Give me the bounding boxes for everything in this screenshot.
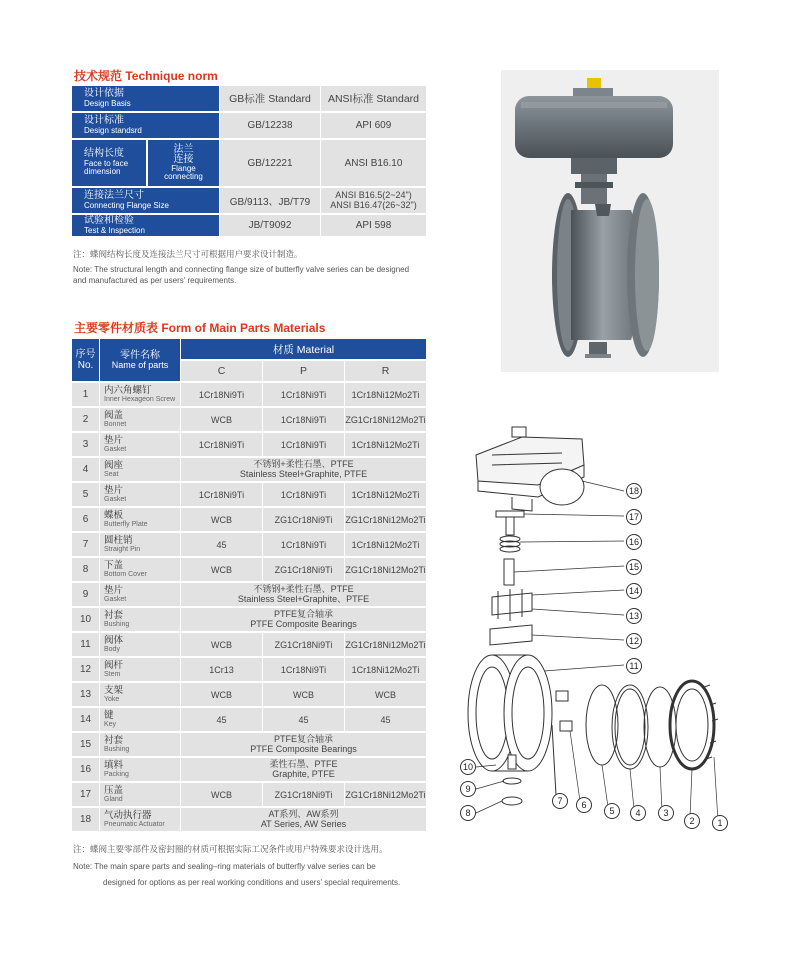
svg-text:6: 6 bbox=[581, 800, 587, 811]
part-material-r: 1Cr18Ni12Mo2Ti bbox=[345, 483, 427, 508]
tech-header-ansi: ANSI标准 Standard bbox=[321, 86, 427, 113]
parts-row bbox=[72, 783, 427, 808]
callout-13 bbox=[627, 609, 642, 624]
part-material-r: 1Cr18Ni12Mo2Ti bbox=[345, 433, 427, 458]
valve-body-drawing bbox=[468, 655, 572, 795]
part-material-p: ZG1Cr18Ni9Ti bbox=[263, 633, 345, 658]
svg-text:15: 15 bbox=[628, 562, 640, 573]
tech-note-cn: 注：蝶阀结构长度及连接法兰尺寸可根据用户要求设计制造。 bbox=[73, 249, 303, 259]
svg-text:2: 2 bbox=[689, 816, 695, 827]
callout-9 bbox=[461, 782, 476, 797]
part-material-c: WCB bbox=[181, 783, 263, 808]
parts-row bbox=[72, 408, 427, 433]
tech-row: 试验和检验 Test & Inspection JB/T9092 API 598 bbox=[72, 215, 427, 238]
svg-text:5: 5 bbox=[609, 806, 615, 817]
callout-5 bbox=[605, 804, 620, 819]
callout-4 bbox=[631, 806, 646, 821]
svg-text:12: 12 bbox=[628, 636, 640, 647]
parts-header-name: 零件名称 Name of parts bbox=[100, 339, 181, 383]
parts-row bbox=[72, 608, 427, 633]
callout-6 bbox=[577, 798, 592, 813]
svg-text:17: 17 bbox=[628, 512, 640, 523]
part-material-c: 45 bbox=[181, 708, 263, 733]
actuator-drawing bbox=[476, 427, 584, 511]
part-number: 10 bbox=[72, 608, 100, 633]
part-material-r: ZG1Cr18Ni12Mo2Ti bbox=[345, 508, 427, 533]
part-material-p: ZG1Cr18Ni9Ti bbox=[263, 508, 345, 533]
parts-row bbox=[72, 683, 427, 708]
part-number: 2 bbox=[72, 408, 100, 433]
part-material-c: 1Cr18Ni9Ti bbox=[181, 433, 263, 458]
svg-text:1: 1 bbox=[717, 818, 723, 829]
part-number: 18 bbox=[72, 808, 100, 833]
parts-header-material: 材质 Material bbox=[181, 339, 427, 361]
callout-18 bbox=[627, 484, 642, 499]
part-material-c: WCB bbox=[181, 558, 263, 583]
parts-header-row bbox=[72, 339, 427, 361]
tech-header-row bbox=[72, 86, 427, 113]
parts-row bbox=[72, 808, 427, 833]
tech-section-title: 技术规范 Technique norm bbox=[74, 69, 218, 83]
part-material-c: WCB bbox=[181, 633, 263, 658]
part-material-span: PTFE复合轴承 PTFE Composite Bearings bbox=[181, 608, 427, 633]
part-number: 15 bbox=[72, 733, 100, 758]
part-material-p: ZG1Cr18Ni9Ti bbox=[263, 783, 345, 808]
svg-text:13: 13 bbox=[628, 611, 640, 622]
part-material-p: ZG1Cr18Ni9Ti bbox=[263, 558, 345, 583]
svg-text:14: 14 bbox=[628, 586, 640, 597]
callout-7 bbox=[553, 794, 568, 809]
part-material-r: 1Cr18Ni12Mo2Ti bbox=[345, 383, 427, 408]
svg-text:16: 16 bbox=[628, 537, 640, 548]
part-name: 阀座 Seat bbox=[100, 458, 181, 483]
part-material-p: 45 bbox=[263, 708, 345, 733]
part-name: 衬套 Bushing bbox=[100, 733, 181, 758]
part-name: 垫片 Gasket bbox=[100, 433, 181, 458]
part-number: 7 bbox=[72, 533, 100, 558]
part-name: 支架 Yoke bbox=[100, 683, 181, 708]
part-number: 9 bbox=[72, 583, 100, 608]
part-number: 4 bbox=[72, 458, 100, 483]
part-name: 键 Key bbox=[100, 708, 181, 733]
part-number: 12 bbox=[72, 658, 100, 683]
parts-note-cn: 注：蝶阀主要零部件及密封圈的材质可根据实际工况条件或用户特殊要求设计选用。 bbox=[73, 844, 388, 854]
callout-16 bbox=[627, 535, 642, 550]
parts-row bbox=[72, 558, 427, 583]
callout-11 bbox=[627, 659, 642, 674]
callout-14 bbox=[627, 584, 642, 599]
part-material-c: WCB bbox=[181, 408, 263, 433]
part-name: 蝶板 Butterfly Plate bbox=[100, 508, 181, 533]
svg-text:18: 18 bbox=[628, 486, 640, 497]
part-number: 3 bbox=[72, 433, 100, 458]
part-material-c: 45 bbox=[181, 533, 263, 558]
part-name: 阀杆 Stem bbox=[100, 658, 181, 683]
part-material-r: ZG1Cr18Ni12Mo2Ti bbox=[345, 558, 427, 583]
part-material-p: 1Cr18Ni9Ti bbox=[263, 383, 345, 408]
parts-row bbox=[72, 583, 427, 608]
parts-materials-table bbox=[72, 339, 427, 833]
part-name: 圆柱销 Straight Pin bbox=[100, 533, 181, 558]
part-material-c: WCB bbox=[181, 508, 263, 533]
part-number: 1 bbox=[72, 383, 100, 408]
parts-section-title: 主要零件材质表 Form of Main Parts Materials bbox=[74, 321, 326, 335]
tech-note-en-1: Note: The structural length and connecting flange size of butterfly valve series can be designed bbox=[73, 265, 410, 274]
part-material-r: ZG1Cr18Ni12Mo2Ti bbox=[345, 783, 427, 808]
parts-col-p: P bbox=[263, 361, 345, 383]
part-name: 垫片 Gasket bbox=[100, 583, 181, 608]
part-name: 阀盖 Bonnet bbox=[100, 408, 181, 433]
butterfly-valve-photo bbox=[501, 70, 719, 372]
parts-row bbox=[72, 508, 427, 533]
part-name: 垫片 Gasket bbox=[100, 483, 181, 508]
tech-header-label: 设计依据 Design Basis bbox=[72, 86, 220, 113]
parts-row bbox=[72, 483, 427, 508]
part-material-p: 1Cr18Ni9Ti bbox=[263, 658, 345, 683]
seal-rings-drawing bbox=[586, 681, 718, 769]
callout-3 bbox=[659, 806, 674, 821]
svg-text:8: 8 bbox=[465, 808, 471, 819]
part-material-span: 不锈钢+柔性石墨、PTFE Stainless Steel+Graphite、PTFE bbox=[181, 583, 427, 608]
part-name: 压盖 Gland bbox=[100, 783, 181, 808]
parts-row bbox=[72, 458, 427, 483]
callout-1 bbox=[713, 816, 728, 831]
parts-note-en-1: Note: The main spare parts and sealing–ring materials of butterfly valve series can be bbox=[73, 862, 376, 871]
tech-row: 结构长度 Face to face dimension 法兰 连接 Flange connecting GB/12221 ANSI B16.10 bbox=[72, 140, 427, 188]
part-name: 衬套 Bushing bbox=[100, 608, 181, 633]
parts-row bbox=[72, 383, 427, 408]
callout-2 bbox=[685, 814, 700, 829]
parts-row bbox=[72, 758, 427, 783]
tech-row: 设计标准 Design standsrd GB/12238 API 609 bbox=[72, 113, 427, 140]
part-name: 填料 Packing bbox=[100, 758, 181, 783]
svg-text:11: 11 bbox=[629, 661, 639, 672]
svg-text:4: 4 bbox=[635, 808, 641, 819]
parts-col-c: C bbox=[181, 361, 263, 383]
part-name: 内六角螺钉 Inner Hexageon Screw bbox=[100, 383, 181, 408]
svg-text:3: 3 bbox=[663, 808, 669, 819]
callout-12 bbox=[627, 634, 642, 649]
part-material-span: 不锈钢+柔性石墨、PTFE Stainless Steel+Graphite, PTFE bbox=[181, 458, 427, 483]
part-number: 8 bbox=[72, 558, 100, 583]
tech-header-gb: GB标准 Standard bbox=[220, 86, 321, 113]
part-material-c: 1Cr18Ni9Ti bbox=[181, 383, 263, 408]
callout-15 bbox=[627, 560, 642, 575]
callout-8 bbox=[461, 806, 476, 821]
svg-text:10: 10 bbox=[462, 762, 474, 773]
svg-text:9: 9 bbox=[465, 784, 471, 795]
part-number: 17 bbox=[72, 783, 100, 808]
part-material-span: PTFE复合轴承 PTFE Composite Bearings bbox=[181, 733, 427, 758]
parts-row bbox=[72, 733, 427, 758]
part-material-p: 1Cr18Ni9Ti bbox=[263, 533, 345, 558]
parts-row bbox=[72, 633, 427, 658]
callout-17 bbox=[627, 510, 642, 525]
parts-header-no: 序号 No. bbox=[72, 339, 100, 383]
tech-row: 连接法兰尺寸 Connecting Flange Size GB/9113、JB/T79 ANSI B16.5(2~24") ANSI B16.47(26~32") bbox=[72, 188, 427, 215]
part-material-r: ZG1Cr18Ni12Mo2Ti bbox=[345, 633, 427, 658]
part-material-p: 1Cr18Ni9Ti bbox=[263, 408, 345, 433]
part-number: 13 bbox=[72, 683, 100, 708]
part-material-r: 1Cr18Ni12Mo2Ti bbox=[345, 533, 427, 558]
tech-note-en-2: and manufactured as per users' requirements. bbox=[73, 276, 237, 285]
part-name: 阀体 Body bbox=[100, 633, 181, 658]
part-material-c: 1Cr13 bbox=[181, 658, 263, 683]
part-number: 6 bbox=[72, 508, 100, 533]
parts-row bbox=[72, 708, 427, 733]
part-number: 16 bbox=[72, 758, 100, 783]
parts-row bbox=[72, 533, 427, 558]
parts-row bbox=[72, 658, 427, 683]
parts-note-en-2: designed for options as per real working conditions and users' special requirements. bbox=[103, 878, 401, 887]
part-material-r: ZG1Cr18Ni12Mo2Ti bbox=[345, 408, 427, 433]
part-material-p: WCB bbox=[263, 683, 345, 708]
part-material-span: 柔性石墨、PTFE Graphite, PTFE bbox=[181, 758, 427, 783]
parts-col-r: R bbox=[345, 361, 427, 383]
exploded-view-diagram bbox=[452, 425, 742, 835]
svg-text:7: 7 bbox=[557, 796, 563, 807]
technique-norm-table bbox=[72, 86, 427, 238]
part-material-r: 45 bbox=[345, 708, 427, 733]
part-name: 下盖 Bottom Cover bbox=[100, 558, 181, 583]
stem-parts-drawing bbox=[490, 511, 532, 645]
part-material-c: WCB bbox=[181, 683, 263, 708]
callout-10 bbox=[461, 760, 476, 775]
part-material-span: AT系列、AW系列 AT Series, AW Series bbox=[181, 808, 427, 833]
parts-row bbox=[72, 433, 427, 458]
part-name: 气动执行器 Pneumatic Actuator bbox=[100, 808, 181, 833]
part-number: 11 bbox=[72, 633, 100, 658]
part-material-p: 1Cr18Ni9Ti bbox=[263, 433, 345, 458]
part-material-r: 1Cr18Ni12Mo2Ti bbox=[345, 658, 427, 683]
part-material-r: WCB bbox=[345, 683, 427, 708]
part-number: 5 bbox=[72, 483, 100, 508]
part-number: 14 bbox=[72, 708, 100, 733]
part-material-p: 1Cr18Ni9Ti bbox=[263, 483, 345, 508]
part-material-c: 1Cr18Ni9Ti bbox=[181, 483, 263, 508]
